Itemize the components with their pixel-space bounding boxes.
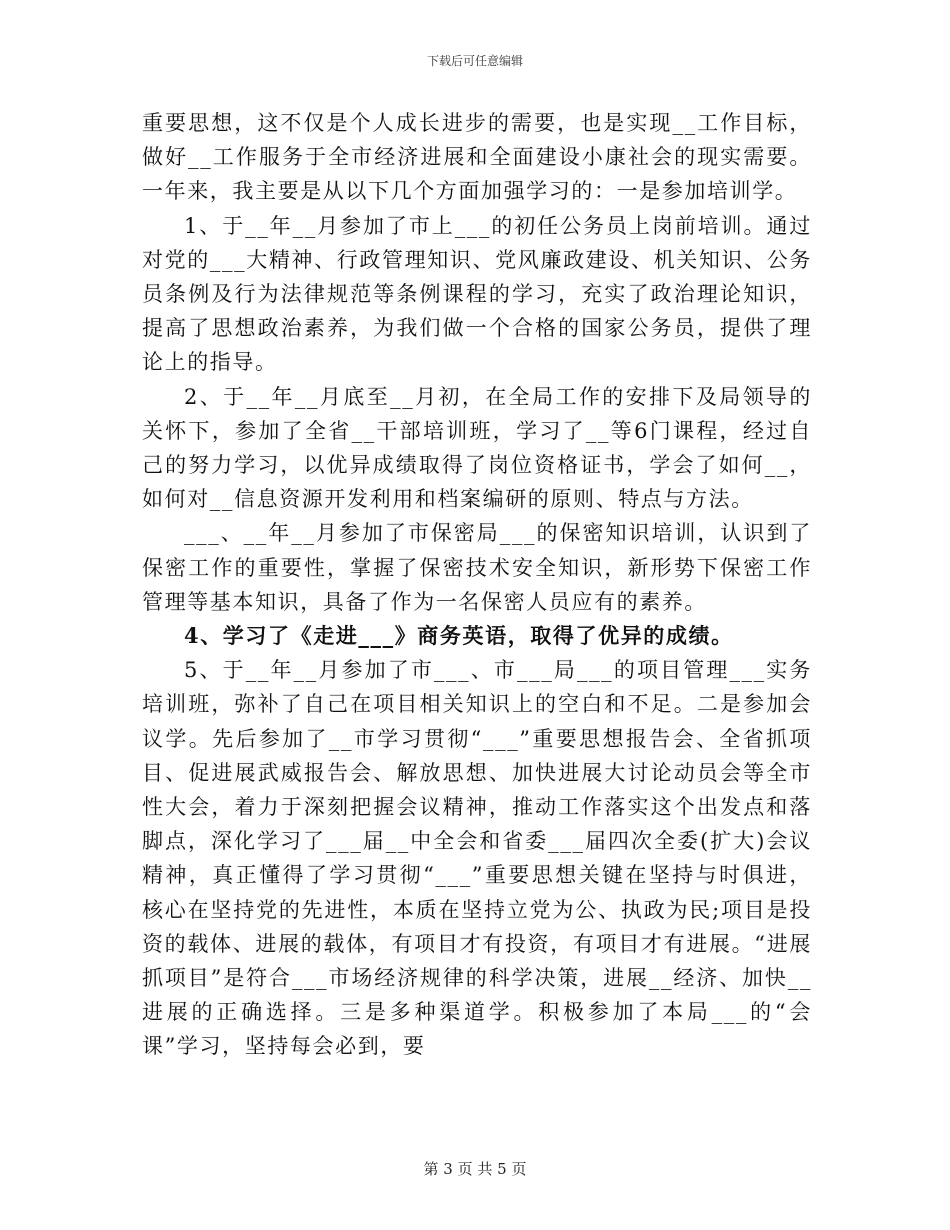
paragraph-item-3: ___、__年__月参加了市保密局___的保密知识培训，认识到了保密工作的重要性，掌握了保密技术安全知识，新形势下保密工作管理等基本知识，具备了作为一名保密人员应有的素养。 <box>142 521 812 614</box>
paragraph-item-5: 5、于__年__月参加了市___、市___局___的项目管理___实务培训班，弥补了自己在项目相关知识上的空白和不足。二是参加会议学。先后参加了__市学习贯彻“___”重要思想报告会、全省抓项目、促进展武威报告会、解放思想、加快进展大讨论动员会等全市性大会，着力于深刻把握会议精神，推动工作落实这个出发点和落脚点，深化学习了___届__中全会和省委___届四次全委(扩大)会议精神，真正懂得了学习贯彻“___”重要思想关键在坚持与时俱进，核心在坚持党的先进性，本质在坚持立党为公、执政为民;项目是投资的载体、进展的载体，有项目才有投资，有项目才有进展。“进展抓项目”是符合___市场经济规律的科学决策，进展__经济、加快__进展的正确选择。三是多种渠道学。积极参加了本局___的“会课”学习，坚持每会必到，要 <box>142 658 812 1059</box>
paragraph-item-1: 1、于__年__月参加了市上___的初任公务员上岗前培训。通过对党的___大精神、行政管理知识、党风廉政建设、机关知识、公务员条例及行为法律规范等条例课程的学习，充实了政治理论知识，提高了思想政治素养，为我们做一个合格的国家公务员，提供了理论上的指导。 <box>142 213 812 375</box>
page-number: 第 3 页 共 5 页 <box>423 1160 527 1178</box>
paragraph-intro: 重要思想，这不仅是个人成长进步的需要，也是实现__工作目标，做好__工作服务于全市经济进展和全面建设小康社会的现实需要。一年来，我主要是从以下几个方面加强学习的：一是参加培训学。 <box>142 111 812 204</box>
paragraph-item-2: 2、于__年__月底至__月初，在全局工作的安排下及局领导的关怀下，参加了全省__干部培训班，学习了__等6门课程，经过自己的努力学习，以优异成绩取得了岗位资格证书，学会了如何__，如何对__信息资源开发利用和档案编研的原则、特点与方法。 <box>142 384 812 512</box>
document-body <box>142 106 812 1064</box>
download-note: 下载后可任意编辑 <box>426 54 523 68</box>
paragraph-item-4: 4、学习了《走进___》商务英语，取得了优异的成绩。 <box>184 623 734 649</box>
